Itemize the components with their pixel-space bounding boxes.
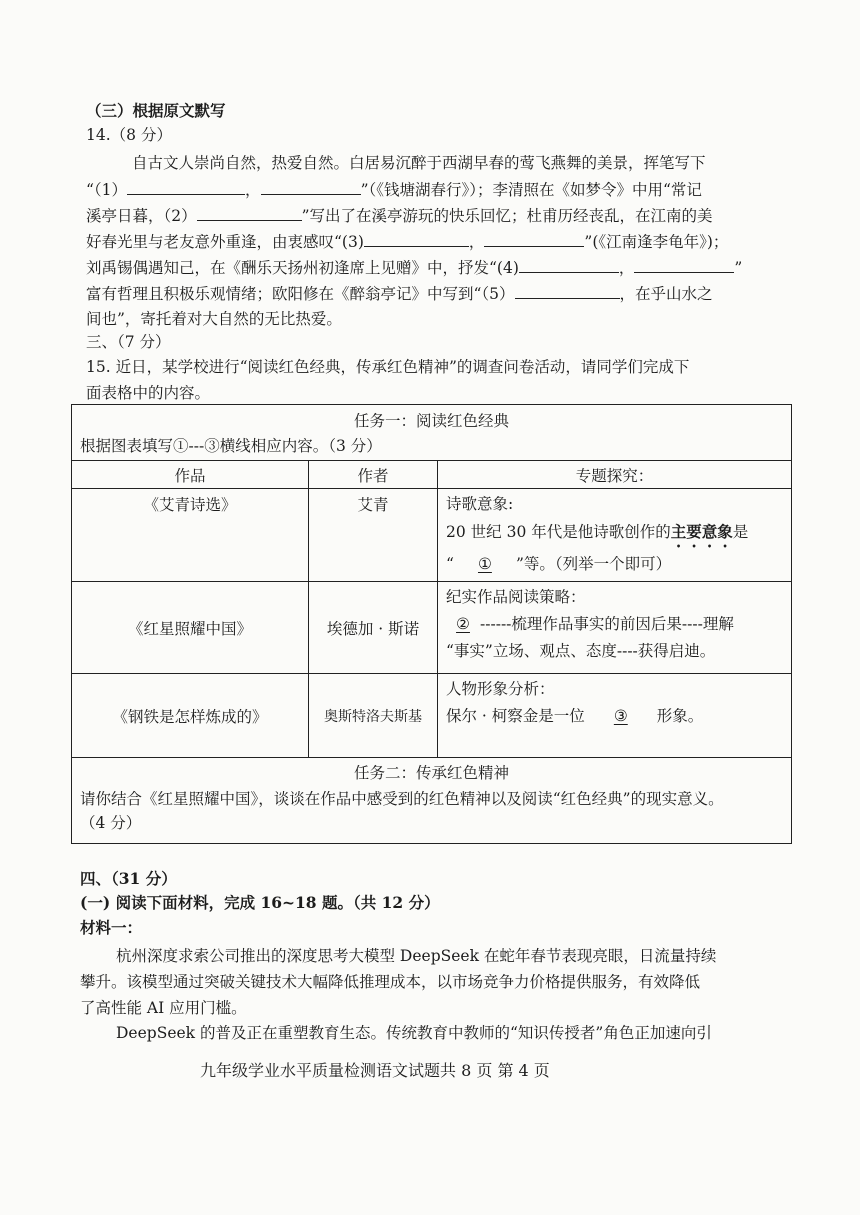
row1-work: 《艾青诗选》 xyxy=(72,489,309,582)
answer-blank-2[interactable]: ② xyxy=(456,615,470,633)
task2-cell xyxy=(72,758,792,844)
q14-line2: “（1） ， ”（《钱塘湖春行》）；李清照在《如梦令》中用“常记 xyxy=(86,181,702,199)
section-title: （三）根据原文默写 xyxy=(86,101,226,120)
row3-topic-l2: 保尔 · 柯察金是一位 ③ 形象。 xyxy=(446,703,783,730)
row1-topic xyxy=(438,489,792,582)
task1-title: 任务一：阅读红色经典 xyxy=(353,412,509,430)
row3-topic-title: 人物形象分析： xyxy=(446,680,555,698)
blank-2[interactable] xyxy=(197,205,302,221)
row2-topic-l3: “事实”立场、观点、态度----获得启迪。 xyxy=(446,642,716,660)
task2-line2: （4 分） xyxy=(80,814,142,832)
part3-label: 三、（7 分） xyxy=(86,333,171,351)
page-footer: 九年级学业水平质量检测语文试题共 8 页 第 4 页 xyxy=(200,1061,550,1080)
task1-header xyxy=(72,405,792,461)
task2-line1: 请你结合《红星照耀中国》，谈谈在作品中感受到的红色精神以及阅读“红色经典”的现实意义。 xyxy=(80,790,724,808)
blank-4b[interactable] xyxy=(634,257,734,273)
answer-blank-3[interactable]: ③ xyxy=(613,707,628,725)
row2-work: 《红星照耀中国》 xyxy=(72,582,309,674)
blank-3a[interactable] xyxy=(364,231,469,247)
material1-label: 材料一： xyxy=(80,918,143,937)
q14-line5: 刘禹锡偶遇知己，在《酬乐天扬州初逢席上见赠》中，抒发“(4) ， ” xyxy=(86,259,743,277)
q14-line4: 好春光里与老友意外重逢，由衷感叹“(3) ， ”(《江南逢李龟年》)； xyxy=(86,233,729,251)
part4-label: 四、（31 分） xyxy=(80,869,177,888)
row1-author: 艾青 xyxy=(309,489,438,582)
q14-line7: 间也”，寄托着对大自然的无比热爱。 xyxy=(86,310,342,328)
blank-1b[interactable] xyxy=(261,179,361,195)
blank-1a[interactable] xyxy=(127,179,245,195)
row2-author: 埃德加 · 斯诺 xyxy=(309,582,438,674)
q14-label: 14.（8 分） xyxy=(86,126,172,144)
task-table xyxy=(71,404,792,844)
q15-line1: 15. 近日，某学校进行“阅读红色经典，传承红色精神”的调查问卷活动，请同学们完成下 xyxy=(86,358,690,376)
para1-line2: 攀升。该模型通过突破关键技术大幅降低推理成本，以市场竞争力价格提供服务，有效降低 xyxy=(80,973,701,991)
para1-line1: 杭州深度求索公司推出的深度思考大模型 DeepSeek 在蛇年春节表现亮眼，日流量持续 xyxy=(116,947,717,965)
answer-blank-1[interactable]: ① xyxy=(477,555,492,573)
blank-5[interactable] xyxy=(515,283,620,299)
header-work: 作品 xyxy=(72,461,309,489)
row3-author: 奥斯特洛夫斯基 xyxy=(309,674,438,758)
q14-line6: 富有哲理且积极乐观情绪；欧阳修在《醉翁亭记》中写到“（5） ，在乎山水之 xyxy=(86,285,713,303)
header-topic: 专题探究： xyxy=(438,461,792,489)
task2-title: 任务二：传承红色精神 xyxy=(353,764,509,782)
q15-line2: 面表格中的内容。 xyxy=(86,384,211,402)
row2-topic xyxy=(438,582,792,674)
para2-line1: DeepSeek 的普及正在重塑教育生态。传统教育中教师的“知识传授者”角色正加速向引 xyxy=(116,1024,712,1042)
row3-topic xyxy=(438,674,792,758)
row1-topic-title: 诗歌意象: xyxy=(446,495,514,513)
q14-line3: 溪亭日暮，（2） ”写出了在溪亭游玩的快乐回忆；杜甫历经丧乱，在江南的美 xyxy=(86,207,713,225)
blank-4a[interactable] xyxy=(519,257,619,273)
row2-topic-l2: ② ------梳理作品事实的前因后果----理解 xyxy=(446,611,783,638)
sub1-label: (一) 阅读下面材料，完成 16~18 题。（共 12 分） xyxy=(80,893,440,912)
q14-line1: 自古文人崇尚自然，热爱自然。白居易沉醉于西湖早春的莺飞燕舞的美景，挥笔写下 xyxy=(132,154,706,172)
row2-topic-title: 纪实作品阅读策略： xyxy=(446,588,586,606)
blank-3b[interactable] xyxy=(484,231,584,247)
row3-work: 《钢铁是怎样炼成的》 xyxy=(72,674,309,758)
row1-topic-l2: 20 世纪 30 年代是他诗歌创作的主要意象是 xyxy=(446,522,749,541)
para1-line3: 了高性能 AI 应用门槛。 xyxy=(80,999,247,1017)
task1-instruction: 根据图表填写①---③横线相应内容。（3 分） xyxy=(80,437,382,455)
row1-topic-l3: “ ① ”等。（列举一个即可） xyxy=(446,551,783,578)
header-author: 作者 xyxy=(309,461,438,489)
